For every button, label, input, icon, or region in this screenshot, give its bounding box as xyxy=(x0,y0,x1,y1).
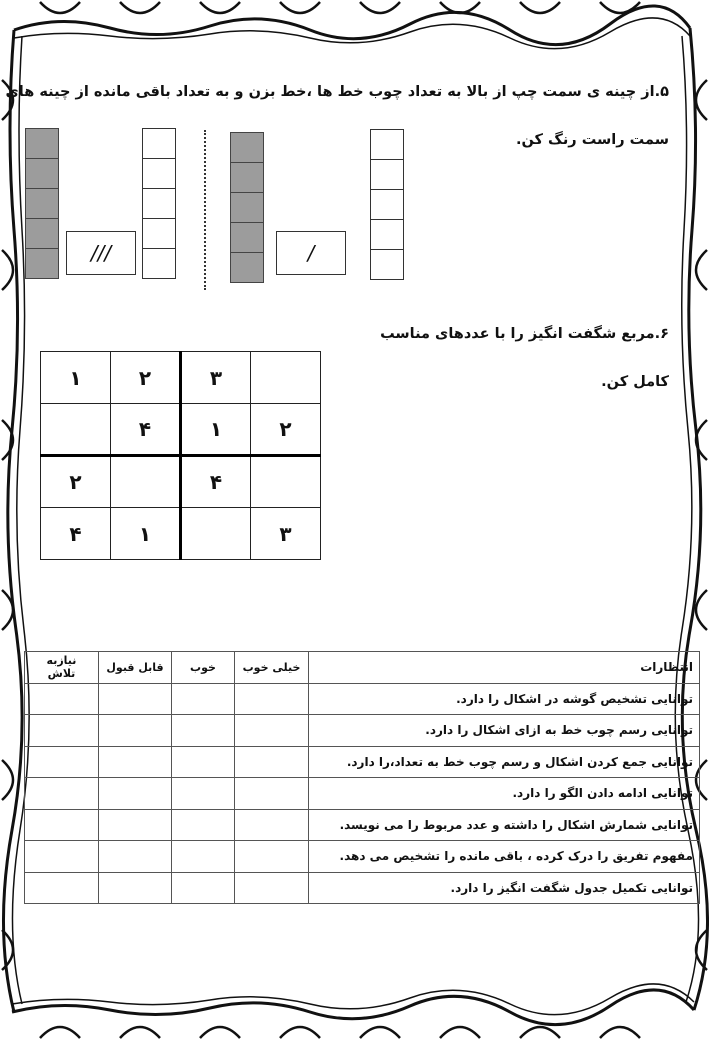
rating-cell[interactable] xyxy=(99,746,172,778)
block[interactable] xyxy=(142,248,176,279)
question-5-line-1: ۵.از چینه ی سمت چپ از بالا به تعداد چوب خط ها ،خط بزن و به تعداد باقی مانده از چینه های xyxy=(5,84,669,100)
rubric-row xyxy=(25,778,700,810)
rating-cell[interactable] xyxy=(172,683,235,715)
question-6-line-1: ۶.مربع شگفت انگیز را با عددهای مناسب xyxy=(380,326,669,342)
assessment-rubric-table xyxy=(24,651,700,904)
criterion-text: توانایی جمع کردن اشکال و رسم چوب خط به تعداد،را دارد. xyxy=(309,746,700,778)
block[interactable] xyxy=(370,129,404,160)
rating-cell[interactable] xyxy=(235,683,309,715)
grid-cell[interactable] xyxy=(41,404,111,456)
grid-cell[interactable]: ۱ xyxy=(181,404,251,456)
block xyxy=(25,158,59,189)
shaded-block-stack-left xyxy=(25,128,59,279)
rating-cell[interactable] xyxy=(25,715,99,747)
rating-cell[interactable] xyxy=(99,841,172,873)
rating-cell[interactable] xyxy=(235,778,309,810)
grid-cell[interactable] xyxy=(181,508,251,560)
rating-cell[interactable] xyxy=(99,872,172,904)
rating-cell[interactable] xyxy=(99,809,172,841)
block[interactable] xyxy=(142,128,176,159)
rating-cell[interactable] xyxy=(25,872,99,904)
rating-cell[interactable] xyxy=(25,683,99,715)
rating-cell[interactable] xyxy=(25,809,99,841)
criterion-text: توانایی تکمیل جدول شگفت انگیز را دارد. xyxy=(309,872,700,904)
grid-cell[interactable]: ۳ xyxy=(181,352,251,404)
rating-cell[interactable] xyxy=(25,746,99,778)
rubric-row xyxy=(25,715,700,747)
empty-block-stack-left[interactable] xyxy=(142,128,176,279)
block[interactable] xyxy=(142,158,176,189)
block xyxy=(230,222,264,253)
grid-cell[interactable] xyxy=(251,352,321,404)
rating-cell[interactable] xyxy=(172,746,235,778)
header-very-good: خیلی خوب xyxy=(235,652,309,684)
criterion-text: مفهوم تفریق را درک کرده ، باقی مانده را تشخیص می دهد. xyxy=(309,841,700,873)
rating-cell[interactable] xyxy=(235,872,309,904)
header-criteria: انتظارات xyxy=(309,652,700,684)
grid-cell[interactable]: ۴ xyxy=(111,404,181,456)
rating-cell[interactable] xyxy=(25,778,99,810)
block xyxy=(230,252,264,283)
block xyxy=(25,248,59,279)
header-acceptable: قابل قبول xyxy=(99,652,172,684)
rubric-row xyxy=(25,809,700,841)
rating-cell[interactable] xyxy=(99,778,172,810)
block xyxy=(25,128,59,159)
block xyxy=(230,192,264,223)
block[interactable] xyxy=(142,218,176,249)
rating-cell[interactable] xyxy=(235,715,309,747)
rubric-row xyxy=(25,683,700,715)
rubric-row xyxy=(25,746,700,778)
rating-cell[interactable] xyxy=(99,683,172,715)
rating-cell[interactable] xyxy=(172,778,235,810)
header-needs-effort: نیازبه تلاش xyxy=(25,652,99,684)
rubric-row xyxy=(25,872,700,904)
rating-cell[interactable] xyxy=(172,872,235,904)
criterion-text: توانایی شمارش اشکال را داشته و عدد مربوط را می نویسد. xyxy=(309,809,700,841)
block[interactable] xyxy=(370,219,404,250)
criterion-text: توانایی تشخیص گوشه در اشکال را دارد. xyxy=(309,683,700,715)
tally-box-right: / xyxy=(276,231,346,275)
rating-cell[interactable] xyxy=(172,841,235,873)
magic-square-grid xyxy=(40,351,321,560)
rating-cell[interactable] xyxy=(99,715,172,747)
grid-cell[interactable]: ۲ xyxy=(251,404,321,456)
grid-cell[interactable] xyxy=(251,456,321,508)
rating-cell[interactable] xyxy=(172,809,235,841)
block xyxy=(25,218,59,249)
grid-cell[interactable]: ۱ xyxy=(111,508,181,560)
rating-cell[interactable] xyxy=(172,715,235,747)
question-5-line-2: سمت راست رنگ کن. xyxy=(515,132,669,148)
criterion-text: توانایی ادامه دادن الگو را دارد. xyxy=(309,778,700,810)
rating-cell[interactable] xyxy=(235,746,309,778)
grid-cell[interactable] xyxy=(111,456,181,508)
block xyxy=(230,162,264,193)
grid-cell[interactable]: ۲ xyxy=(111,352,181,404)
grid-cell[interactable]: ۳ xyxy=(251,508,321,560)
rating-cell[interactable] xyxy=(235,809,309,841)
rating-cell[interactable] xyxy=(235,841,309,873)
criterion-text: توانایی رسم چوب خط به ازای اشکال را دارد. xyxy=(309,715,700,747)
empty-block-stack-right[interactable] xyxy=(370,129,404,280)
header-good: خوب xyxy=(172,652,235,684)
block[interactable] xyxy=(370,159,404,190)
block[interactable] xyxy=(142,188,176,219)
tally-box-left: /// xyxy=(66,231,136,275)
block xyxy=(25,188,59,219)
shaded-block-stack-right xyxy=(230,132,264,283)
block[interactable] xyxy=(370,189,404,220)
rating-cell[interactable] xyxy=(25,841,99,873)
grid-cell[interactable]: ۲ xyxy=(41,456,111,508)
rubric-row xyxy=(25,841,700,873)
divider-line xyxy=(204,130,206,290)
question-6-line-2: کامل کن. xyxy=(601,374,669,390)
grid-cell[interactable]: ۱ xyxy=(41,352,111,404)
block[interactable] xyxy=(370,249,404,280)
block xyxy=(230,132,264,163)
grid-cell[interactable]: ۴ xyxy=(41,508,111,560)
grid-cell[interactable]: ۴ xyxy=(181,456,251,508)
